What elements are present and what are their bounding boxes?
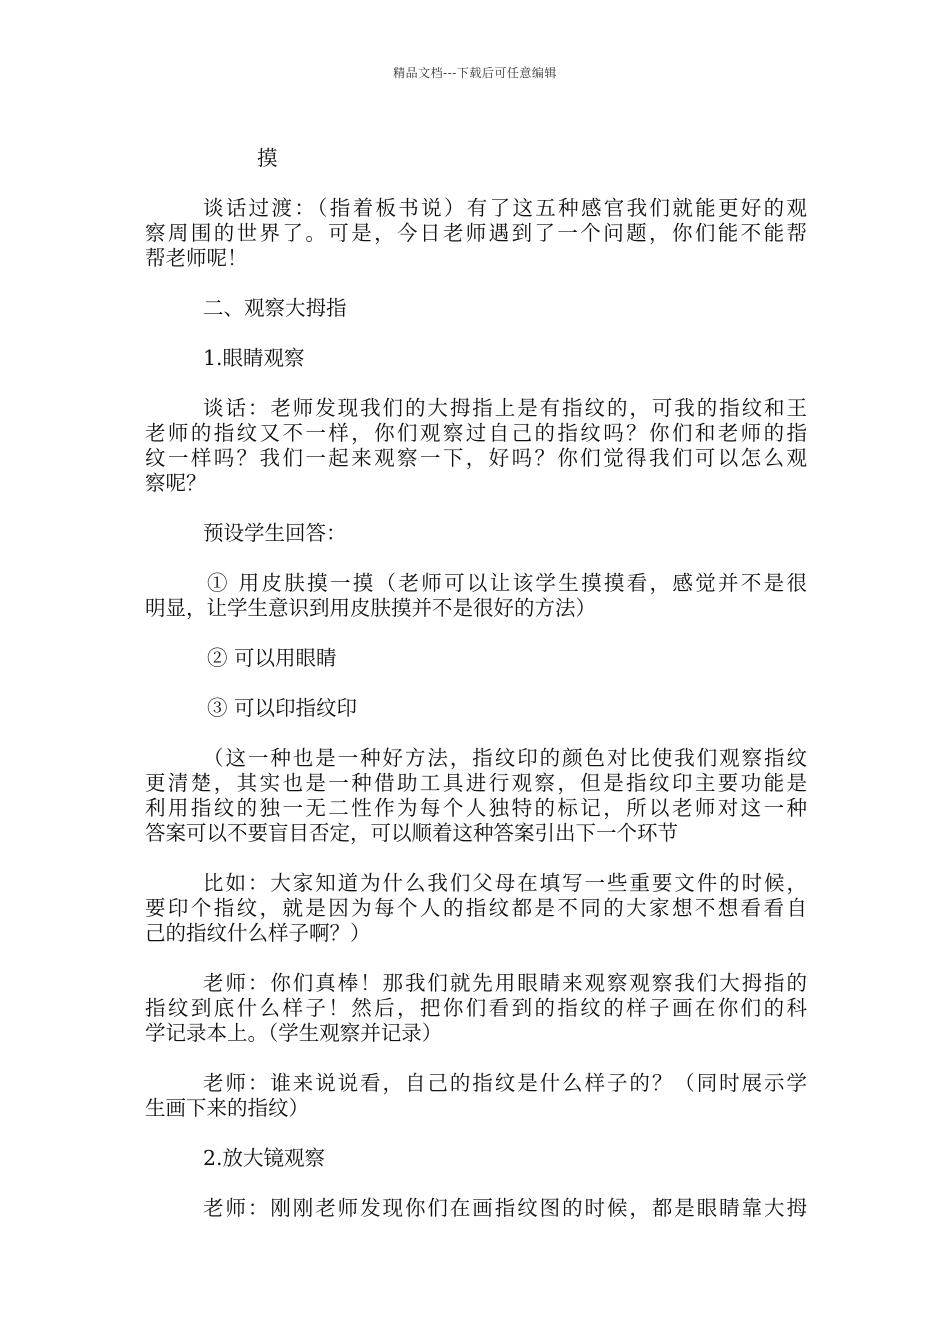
paragraph-line: 老师：刚刚老师发现你们在画指纹图的时候，都是眼睛靠大拇 [203, 1196, 807, 1220]
subsection-heading: 1.眼睛观察 [203, 346, 305, 370]
paragraph-line: 要印个指纹，就是因为每个人的指纹都是不同的大家想不想看看自 [145, 896, 807, 920]
paragraph-line: 摸 [257, 146, 278, 170]
paragraph-line: ② 可以用眼睛 [207, 646, 337, 670]
paragraph-line: 更清楚，其实也是一种借助工具进行观察，但是指纹印主要功能是 [145, 771, 807, 795]
paragraph-line: 指纹到底什么样子！然后，把你们看到的指纹的样子画在你们的科 [145, 996, 807, 1020]
paragraph-line: 明显，让学生意识到用皮肤摸并不是很好的方法） [145, 596, 596, 620]
paragraph-line: 纹一样吗？我们一起来观察一下，好吗？你们觉得我们可以怎么观 [145, 446, 807, 470]
paragraph-line: 察呢？ [145, 471, 207, 495]
paragraph-line: 老师：谁来说说看，自己的指纹是什么样子的？（同时展示学 [203, 1071, 807, 1095]
paragraph-line: ① 用皮肤摸一摸（老师可以让该学生摸摸看，感觉并不是很 [207, 571, 807, 595]
paragraph-line: ③ 可以印指纹印 [207, 696, 358, 720]
paragraph-line: 生画下来的指纹） [145, 1096, 309, 1120]
subsection-heading: 2.放大镜观察 [203, 1146, 326, 1170]
paragraph-line: （这一种也是一种好方法，指纹印的颜色对比使我们观察指纹 [203, 746, 807, 770]
paragraph-line: 答案可以不要盲目否定，可以顺着这种答案引出下一个环节 [145, 821, 678, 845]
page-header: 精品文档---下载后可任意编辑 [393, 66, 557, 80]
paragraph-line: 学记录本上。（学生观察并记录） [145, 1021, 443, 1045]
paragraph-line: 谈话过渡：（指着板书说）有了这五种感官我们就能更好的观 [203, 196, 807, 220]
paragraph-line: 己的指纹什么样子啊？） [145, 921, 371, 945]
paragraph-line: 帮老师呢！ [145, 246, 248, 270]
paragraph-line: 利用指纹的独一无二性作为每个人独特的标记，所以老师对这一种 [145, 796, 807, 820]
paragraph-line: 老师的指纹又不一样，你们观察过自己的指纹吗？你们和老师的指 [145, 421, 807, 445]
section-heading: 二、观察大拇指 [203, 296, 347, 320]
paragraph-line: 老师：你们真棒！那我们就先用眼睛来观察观察我们大拇指的 [203, 971, 807, 995]
paragraph-line: 谈话：老师发现我们的大拇指上是有指纹的，可我的指纹和王 [203, 396, 807, 420]
paragraph-line: 察周围的世界了。可是，今日老师遇到了一个问题，你们能不能帮 [145, 221, 807, 245]
paragraph-line: 比如：大家知道为什么我们父母在填写一些重要文件的时候， [203, 871, 807, 895]
paragraph-line: 预设学生回答： [203, 521, 347, 545]
document-body [145, 146, 807, 1221]
